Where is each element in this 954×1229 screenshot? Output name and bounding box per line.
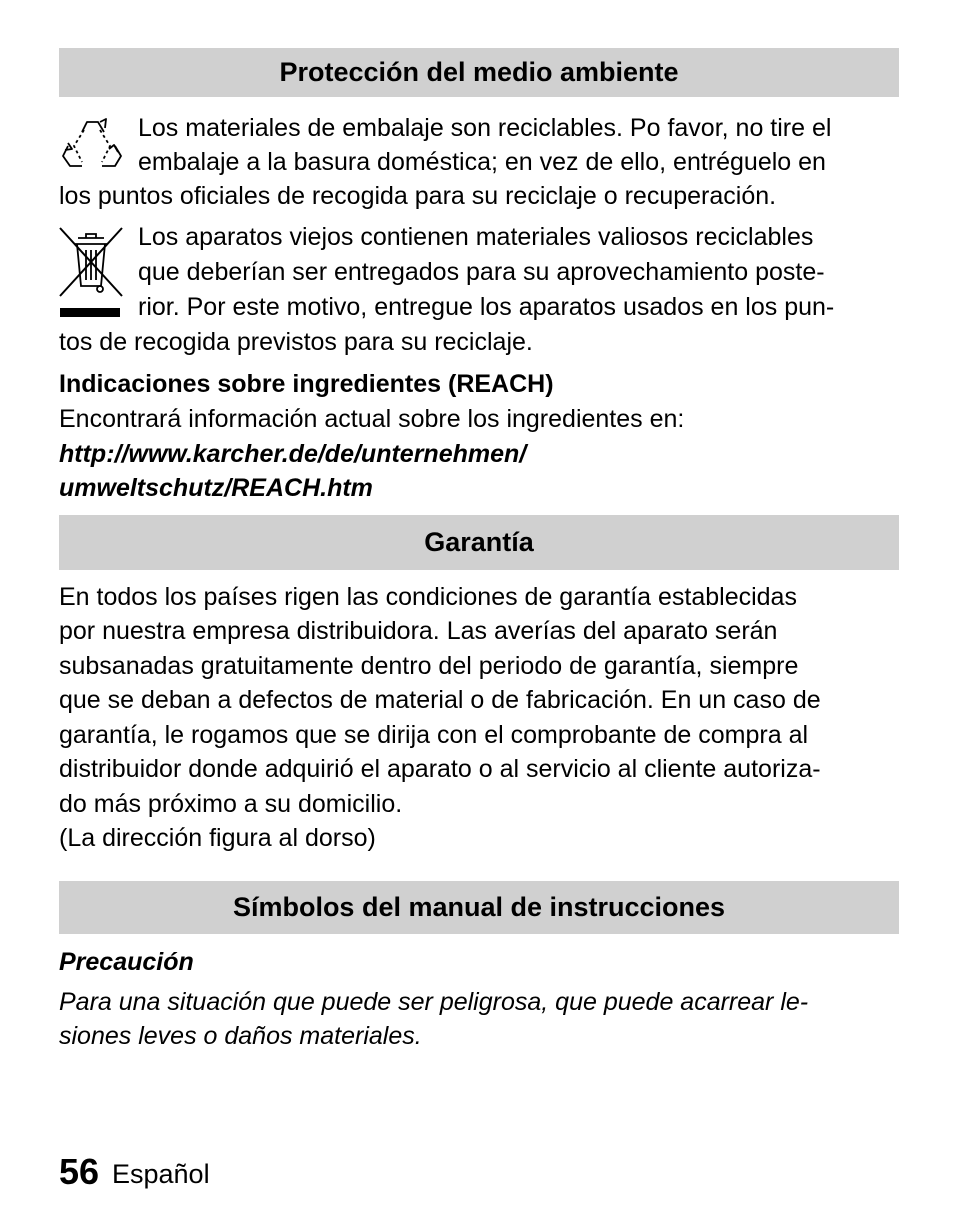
- warranty-note: (La dirección figura al dorso): [59, 824, 376, 852]
- caution-line-1: Para una situación que puede ser peligrosa, que puede acarrear le-: [59, 988, 809, 1016]
- weee-line-1: Los aparatos viejos contienen materiales valiosos reciclables: [138, 223, 814, 251]
- weee-line-3: rior. Por este motivo, entregue los aparatos usados en los pun-: [138, 293, 835, 321]
- reach-url-line-2[interactable]: umweltschutz/REACH.htm: [59, 474, 373, 502]
- recycle-line-1: Los materiales de embalaje son reciclables. Po favor, no tire el: [138, 114, 832, 142]
- heading-text: Símbolos del manual de instrucciones: [232, 892, 726, 922]
- caution-line-2: siones leves o daños materiales.: [59, 1022, 422, 1050]
- warranty-line-6: distribuidor donde adquirió el aparato o al servicio al cliente autoriza-: [59, 755, 821, 783]
- warranty-line-1: En todos los países rigen las condiciones de garantía establecidas: [59, 583, 797, 611]
- recycle-line-2: embalaje a la basura doméstica; en vez de ello, entréguelo en: [138, 148, 826, 176]
- footer-language: Español: [112, 1159, 210, 1189]
- heading-text: Protección del medio ambiente: [279, 57, 679, 87]
- caution-title: Precaución: [59, 948, 194, 976]
- warranty-line-2: por nuestra empresa distribuidora. Las averías del aparato serán: [59, 617, 778, 645]
- reach-text: Encontrará información actual sobre los ingredientes en:: [59, 405, 685, 433]
- weee-line-2: que deberían ser entregados para su aprovechamiento poste-: [138, 258, 825, 286]
- warranty-line-5: garantía, le rogamos que se dirija con el comprobante de compra al: [59, 721, 809, 749]
- page-number: 56: [59, 1151, 100, 1192]
- reach-title: Indicaciones sobre ingredientes (REACH): [59, 370, 554, 398]
- heading-text: Garantía: [424, 527, 534, 557]
- warranty-line-3: subsanadas gratuitamente dentro del periodo de garantía, siempre: [59, 652, 799, 680]
- section-heading-environment: [59, 48, 899, 97]
- crossed-out-bin-icon: [58, 226, 124, 322]
- section-heading-warranty: [59, 515, 899, 570]
- reach-url-line-1[interactable]: http://www.karcher.de/de/unternehmen/: [59, 440, 527, 468]
- warranty-line-4: que se deban a defectos de material o de fabricación. En un caso de: [59, 686, 821, 714]
- weee-line-4: tos de recogida previstos para su reciclaje.: [59, 328, 533, 356]
- warranty-line-7: do más próximo a su domicilio.: [59, 790, 403, 818]
- recycle-line-3: los puntos oficiales de recogida para su reciclaje o recuperación.: [59, 182, 777, 210]
- section-heading-symbols: [59, 881, 899, 934]
- recycle-icon: [60, 116, 124, 178]
